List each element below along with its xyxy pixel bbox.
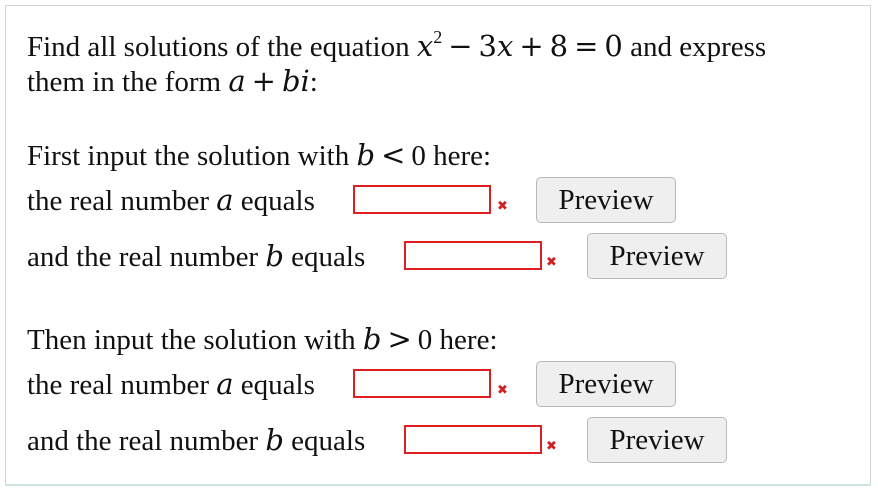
first-b-input[interactable] (404, 241, 542, 270)
equation-coefficient: 3 (478, 29, 497, 63)
second-a-label (27, 367, 315, 402)
second-a-variable: a (216, 367, 234, 401)
first-b-invalid-icon: ✖ (546, 255, 557, 270)
first-a-invalid-icon: ✖ (497, 199, 508, 214)
first-b-label-end: equals (283, 241, 366, 273)
second-b-input[interactable] (404, 425, 542, 454)
first-b-preview-button[interactable]: Preview (587, 233, 727, 279)
first-heading-text: First input the solution with (27, 140, 357, 172)
first-heading-end: 0 here: (411, 140, 492, 172)
second-solution-heading (27, 322, 498, 357)
second-heading-text: Then input the solution with (27, 324, 363, 356)
equation-variable: x (416, 29, 434, 63)
equation-constant: 8 (549, 29, 569, 63)
first-b-variable: b (265, 239, 284, 273)
form-variable-bi: bi (281, 64, 310, 98)
equation-variable-linear: x (496, 29, 514, 63)
first-b-label-text: and the real number (27, 241, 266, 273)
question-line-2 (27, 64, 318, 99)
question-intro-text-end: and express (622, 31, 767, 63)
second-b-label (27, 423, 365, 458)
second-a-preview-button[interactable]: Preview (536, 361, 676, 407)
second-heading-end: 0 here: (417, 324, 498, 356)
first-heading-variable: b (356, 138, 376, 172)
equation-minus: − (448, 29, 473, 63)
question-form-text: them in the form (27, 66, 229, 98)
second-a-input[interactable] (353, 369, 491, 398)
form-plus: + (251, 64, 276, 98)
second-b-invalid-icon: ✖ (546, 439, 557, 454)
first-b-label (27, 239, 365, 274)
equation-equals: = (574, 29, 599, 63)
second-heading-variable: b (362, 322, 382, 356)
question-intro-text: Find all solutions of the equation (27, 31, 417, 63)
equation-plus: + (519, 29, 544, 63)
first-a-label (27, 183, 315, 218)
second-a-label-text: the real number (27, 369, 217, 401)
first-a-label-text: the real number (27, 185, 217, 217)
form-colon: : (309, 66, 318, 98)
first-a-variable: a (216, 183, 234, 217)
first-solution-heading (27, 138, 491, 173)
equation-exponent: 2 (433, 27, 443, 47)
equation-zero: 0 (604, 29, 623, 63)
first-a-label-end: equals (233, 185, 315, 217)
second-b-label-text: and the real number (27, 425, 266, 457)
form-variable-a: a (228, 64, 246, 98)
second-b-preview-button[interactable]: Preview (587, 417, 727, 463)
second-a-label-end: equals (233, 369, 315, 401)
first-a-preview-button[interactable]: Preview (536, 177, 676, 223)
second-a-invalid-icon: ✖ (497, 383, 508, 398)
first-a-input[interactable] (353, 185, 491, 214)
second-b-label-end: equals (283, 425, 366, 457)
second-heading-operator: > (387, 322, 412, 356)
second-b-variable: b (265, 423, 284, 457)
first-heading-operator: < (381, 138, 406, 172)
question-line-1 (27, 29, 766, 64)
